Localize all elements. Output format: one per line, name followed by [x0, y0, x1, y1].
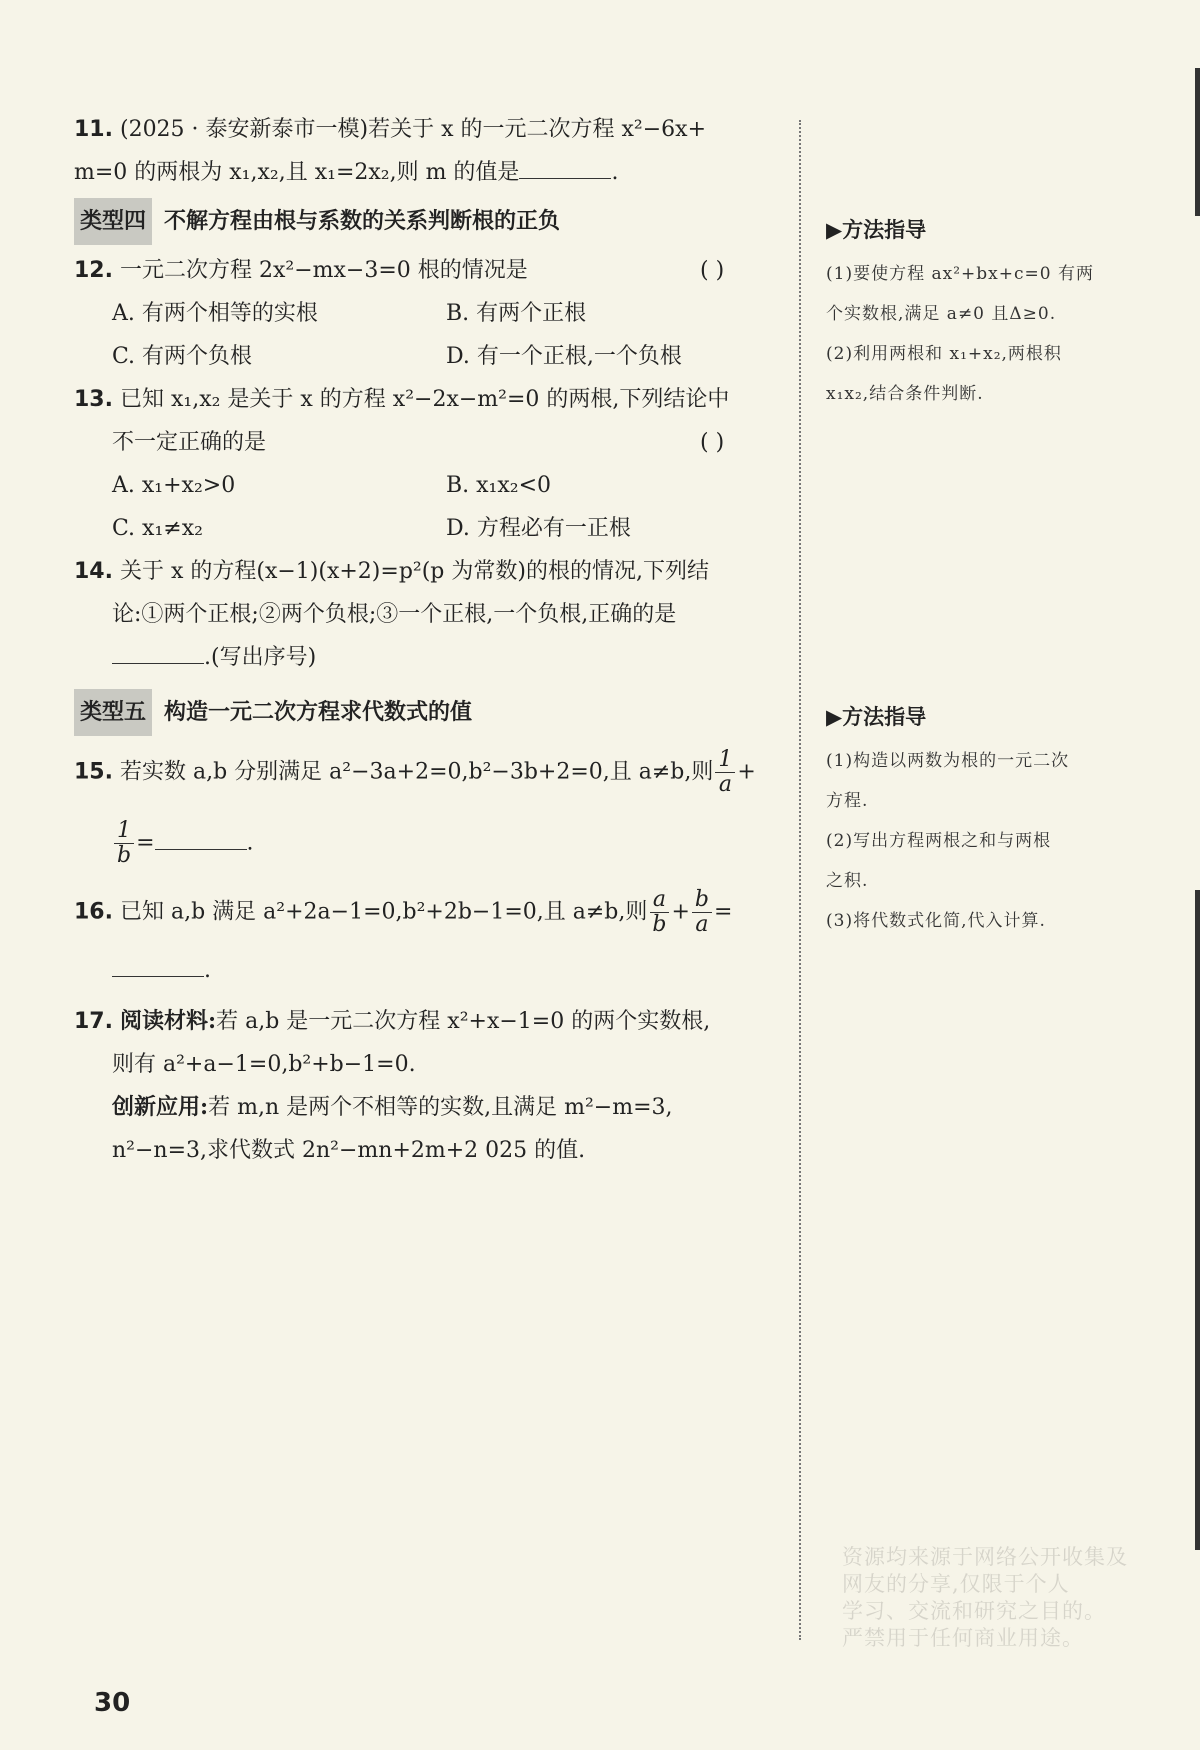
page-number: 30 [94, 1688, 131, 1718]
answer-blank[interactable] [519, 154, 611, 179]
question-text: 已知 a,b 满足 a²+2a−1=0,b²+2b−1=0,且 a≠b,则 [119, 899, 648, 925]
question-12 [74, 249, 780, 378]
fraction [715, 748, 735, 797]
section-title: 构造一元二次方程求代数式的值 [164, 700, 473, 725]
denominator: b [117, 843, 132, 868]
fraction [649, 888, 669, 937]
option-a: A. x₁+x₂>0 [112, 473, 236, 498]
section-tag: 类型四 [74, 198, 152, 245]
question-16 [74, 888, 780, 992]
question-number: 12. [74, 258, 113, 283]
option-b: B. x₁x₂<0 [446, 473, 552, 498]
material-label: 阅读材料: [119, 1008, 217, 1034]
question-text: m=0 的两根为 x₁,x₂,且 x₁=2x₂,则 m 的值是 [74, 160, 520, 185]
question-14 [74, 550, 780, 679]
page-edge-mark [1195, 68, 1200, 216]
guide-heading: ▶方法指导 [826, 705, 927, 729]
guide-line: 之积. [826, 871, 869, 891]
denominator: a [695, 912, 709, 937]
section-heading [74, 689, 780, 736]
watermark [842, 1544, 1200, 1652]
question-13 [74, 378, 780, 550]
question-text: 若实数 a,b 分别满足 a²−3a+2=0,b²−3b+2=0,且 a≠b,则 [119, 759, 714, 785]
option-c: C. x₁≠x₂ [112, 516, 203, 541]
question-number: 14. [74, 559, 113, 584]
option-d: D. 有一个正根,一个负根 [446, 344, 682, 369]
option-d: D. 方程必有一正根 [446, 516, 631, 541]
guide-line: (1)要使方程 ax²+bx+c=0 有两 [826, 264, 1094, 284]
question-text: n²−n=3,求代数式 2n²−mn+2m+2 025 的值. [112, 1138, 586, 1163]
answer-parentheses[interactable]: ( ) [700, 258, 725, 283]
answer-blank[interactable] [112, 639, 204, 664]
answer-blank[interactable] [155, 825, 247, 850]
question-text: .(写出序号) [204, 645, 317, 670]
question-15 [74, 748, 780, 868]
question-number: 17. [74, 1009, 113, 1034]
guide-heading: ▶方法指导 [826, 218, 927, 242]
option-c: C. 有两个负根 [112, 344, 253, 369]
watermark-line: 网友的分享,仅限于个人 [842, 1572, 1070, 1596]
question-11 [74, 108, 780, 194]
method-guide-1 [826, 210, 1136, 414]
watermark-line: 严禁用于任何商业用途。 [842, 1626, 1084, 1650]
section-title: 不解方程由根与系数的关系判断根的正负 [164, 209, 561, 234]
watermark-line: 资源均来源于网络公开收集及 [842, 1545, 1128, 1569]
guide-line: x₁x₂,结合条件判断. [826, 384, 984, 404]
question-text: . [204, 958, 211, 983]
question-text: 一元二次方程 2x²−mx−3=0 根的情况是 [119, 258, 528, 283]
section-tag: 类型五 [74, 689, 152, 736]
question-number: 13. [74, 387, 113, 412]
question-17 [74, 1000, 780, 1172]
question-text: . [246, 830, 254, 856]
operator: = [714, 899, 733, 925]
page-edge-mark [1195, 890, 1200, 1550]
question-number: 15. [74, 759, 113, 785]
question-text: 已知 x₁,x₂ 是关于 x 的方程 x²−2x−m²=0 的两根,下列结论中 [119, 387, 730, 412]
question-text: 若 a,b 是一元二次方程 x²+x−1=0 的两个实数根, [216, 1009, 711, 1034]
numerator: a [650, 888, 669, 913]
method-guide-2 [826, 697, 1136, 941]
fraction [114, 819, 134, 868]
question-text: 关于 x 的方程(x−1)(x+2)=p²(p 为常数)的根的情况,下列结 [119, 559, 709, 584]
operator: + [737, 759, 756, 785]
column-divider [799, 120, 801, 1640]
operator: = [136, 830, 155, 856]
guide-line: 方程. [826, 791, 869, 811]
option-a: A. 有两个相等的实根 [112, 301, 318, 326]
guide-line: 个实数根,满足 a≠0 且Δ≥0. [826, 304, 1057, 324]
guide-line: (2)利用两根和 x₁+x₂,两根积 [826, 344, 1062, 364]
guide-line: (3)将代数式化简,代入计算. [826, 911, 1046, 931]
guide-line: (2)写出方程两根之和与两根 [826, 831, 1052, 851]
fraction [692, 888, 712, 937]
question-text: 论:①两个正根;②两个负根;③一个正根,一个负根,正确的是 [112, 602, 677, 627]
question-text: 则有 a²+a−1=0,b²+b−1=0. [112, 1052, 416, 1077]
section-heading [74, 198, 780, 245]
application-label: 创新应用: [112, 1094, 209, 1120]
operator: + [671, 899, 690, 925]
watermark-line: 学习、交流和研究之目的。 [842, 1599, 1106, 1623]
numerator: b [692, 888, 712, 913]
question-text: 若 m,n 是两个不相等的实数,且满足 m²−m=3, [208, 1095, 673, 1120]
question-text: (2025 · 泰安新泰市一模)若关于 x 的一元二次方程 x²−6x+ [119, 117, 707, 142]
question-number: 11. [74, 117, 113, 142]
question-number: 16. [74, 899, 113, 925]
numerator: 1 [715, 748, 735, 773]
denominator: b [652, 912, 667, 937]
answer-parentheses[interactable]: ( ) [700, 430, 725, 455]
guide-line: (1)构造以两数为根的一元二次 [826, 751, 1070, 771]
numerator: 1 [114, 819, 134, 844]
option-b: B. 有两个正根 [446, 301, 587, 326]
answer-blank[interactable] [112, 952, 204, 977]
question-text: . [611, 160, 619, 185]
denominator: a [718, 772, 732, 797]
main-column [74, 108, 780, 1172]
question-text: 不一定正确的是 [112, 430, 267, 455]
